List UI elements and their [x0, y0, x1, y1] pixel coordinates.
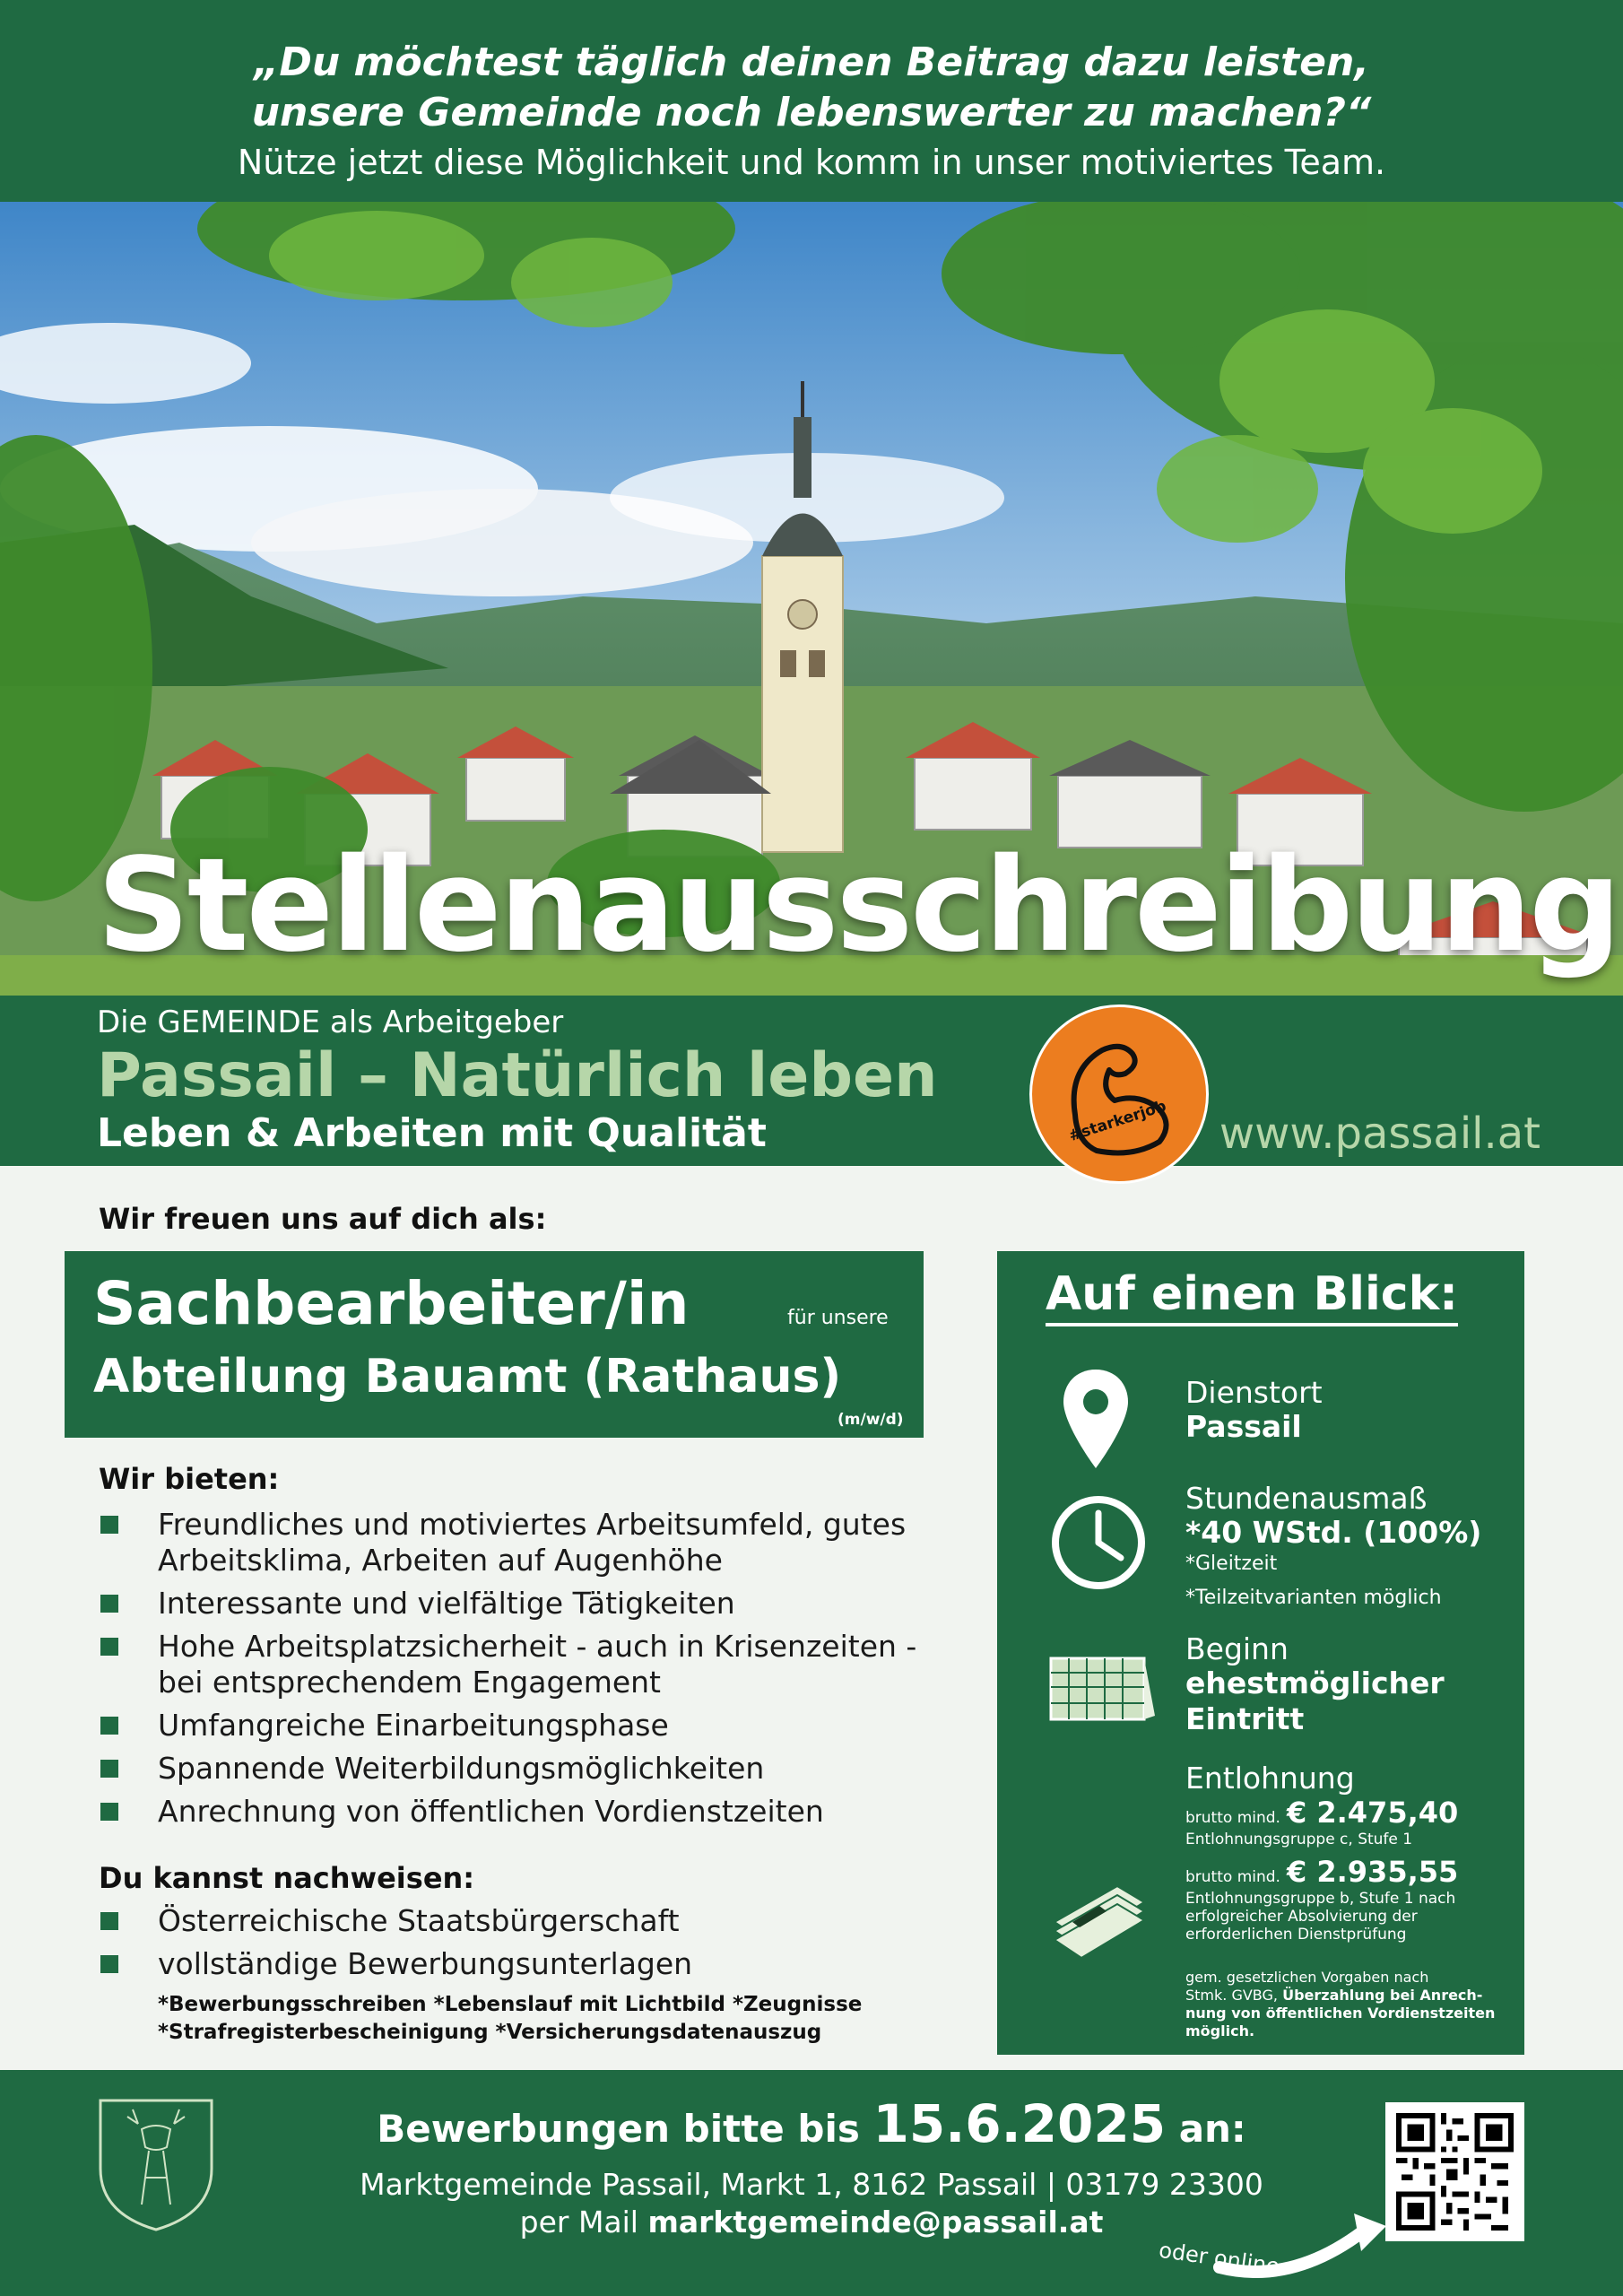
info-title: Auf einen Blick: [1046, 1267, 1458, 1326]
quote-line-1: „Du möchtest täglich deinen Beitrag dazu leisten, [254, 39, 1369, 85]
required-documents-note: *Bewerbungsschreiben *Lebenslauf mit Lichtbild *Zeugnisse *Strafregisterbescheinigung *Versicherungsdatenauszug [158, 1993, 863, 2044]
pay-amount-b: € 2.935,55 [1286, 1855, 1459, 1889]
requirements-list [99, 1903, 959, 1989]
list-item: Anrechnung von öffentlichen Vordienstzeiten [99, 1794, 959, 1830]
offer-heading: Wir bieten: [99, 1462, 280, 1496]
bullet-square-icon [100, 1955, 118, 1973]
list-item: Hohe Arbeitsplatzsicherheit - auch in Krisenzeiten - bei entsprechendem Engagement [99, 1629, 959, 1700]
employer-slogan: Passail – Natürlich leben [97, 1040, 938, 1111]
website-url[interactable]: www.passail.at [1219, 1109, 1541, 1159]
email-link[interactable]: marktgemeinde@passail.at [647, 2205, 1104, 2239]
footer [0, 2070, 1623, 2296]
calendar-icon [1049, 1653, 1157, 1723]
hours-label: Stundenausmaß [1185, 1481, 1428, 1516]
pay-amount-c: € 2.475,40 [1286, 1796, 1459, 1830]
pay-note-b: Entlohnungsgruppe b, Stufe 1 nach erfolgreicher Absolvierung der erforderlichen Dienstprüfung [1185, 1890, 1456, 1944]
qr-code-pattern [1396, 2113, 1514, 2231]
list-item: Spannende Weiterbildungsmöglichkeiten [99, 1751, 959, 1787]
flexed-arm-icon [1032, 1007, 1206, 1181]
deadline-date: 15.6.2025 [872, 2093, 1167, 2154]
gender-note: (m/w/d) [838, 1411, 904, 1429]
start-label: Beginn [1185, 1631, 1289, 1666]
employer-tagline: Leben & Arbeiten mit Qualität [97, 1110, 767, 1156]
location-value: Passail [1185, 1409, 1302, 1444]
hours-note-parttime: *Teilzeitvarianten möglich [1185, 1587, 1442, 1609]
bullet-square-icon [100, 1516, 118, 1534]
contact-mail: per Mail marktgemeinde@passail.at [519, 2205, 1104, 2239]
top-banner [0, 0, 1623, 202]
bullet-square-icon [100, 1717, 118, 1735]
hero-title: Stellenausschreibung [97, 830, 1619, 980]
list-item: vollständige Bewerbungsunterlagen [99, 1946, 959, 1982]
job-title: Sachbearbeiter/in [93, 1269, 690, 1338]
requirements-heading: Du kannst nachweisen: [99, 1861, 475, 1895]
clock-icon [1049, 1493, 1148, 1592]
pay-note-c: Entlohnungsgruppe c, Stufe 1 [1185, 1831, 1413, 1848]
contact-address: Marktgemeinde Passail, Markt 1, 8162 Passail | 03179 23300 [360, 2167, 1263, 2202]
job-department: Abteilung Bauamt (Rathaus) [93, 1350, 842, 1404]
top-quote [0, 0, 1623, 138]
top-subline: Nütze jetzt diese Möglichkeit und komm in unser motiviertes Team. [237, 143, 1386, 182]
hours-value: *40 WStd. (100%) [1185, 1515, 1482, 1550]
list-item: Umfangreiche Einarbeitungsphase [99, 1708, 959, 1744]
bullet-square-icon [100, 1803, 118, 1821]
job-title-box [65, 1251, 924, 1438]
quote-line-2: unsere Gemeinde noch lebenswerter zu machen?“ [251, 90, 1372, 135]
bullet-square-icon [100, 1595, 118, 1613]
employer-strip [0, 996, 1623, 1166]
at-a-glance-box [997, 1251, 1524, 2055]
application-deadline: Bewerbungen bitte bis 15.6.2025 an: [377, 2093, 1246, 2154]
location-pin-icon [1060, 1366, 1132, 1474]
location-label: Dienstort [1185, 1375, 1323, 1410]
start-value-line2: Eintritt [1185, 1701, 1305, 1736]
legal-note: gem. gesetzlichen Vorgaben nach Stmk. GVBG, Überzahlung bei Anrech- nung von öffentlichen Vordienstzeiten möglich. [1185, 1969, 1496, 2039]
job-for-label: für unsere [787, 1307, 889, 1329]
pay-option-b: brutto mind. € 2.935,55 [1185, 1855, 1459, 1889]
pay-label: Entlohnung [1185, 1761, 1355, 1796]
list-item: Österreichische Staatsbürgerschaft [99, 1903, 959, 1939]
bullet-square-icon [100, 1912, 118, 1930]
pay-option-c: brutto mind. € 2.475,40 [1185, 1796, 1459, 1830]
arrow-icon [1211, 2205, 1390, 2285]
intro-text: Wir freuen uns auf dich als: [99, 1202, 547, 1236]
list-item: Interessante und vielfältige Tätigkeiten [99, 1586, 959, 1622]
employer-caption: Die GEMEINDE als Arbeitgeber [97, 1004, 564, 1040]
hero-photo [0, 202, 1623, 996]
badge-text: #starkerjob [1066, 1097, 1169, 1146]
qr-code[interactable] [1385, 2102, 1524, 2241]
online-label: oder online [1157, 2237, 1281, 2280]
hours-note-flextime: *Gleitzeit [1185, 1552, 1278, 1575]
bullet-square-icon [100, 1760, 118, 1778]
bullet-square-icon [100, 1638, 118, 1656]
start-value-line1: ehestmöglicher [1185, 1665, 1445, 1700]
banknotes-icon [1046, 1868, 1153, 1967]
offer-list [99, 1507, 959, 1837]
list-item: Freundliches und motiviertes Arbeitsumfeld, gutes Arbeitsklima, Arbeiten auf Augenhöhe [99, 1507, 959, 1578]
starkerjob-badge [1029, 1004, 1209, 1184]
